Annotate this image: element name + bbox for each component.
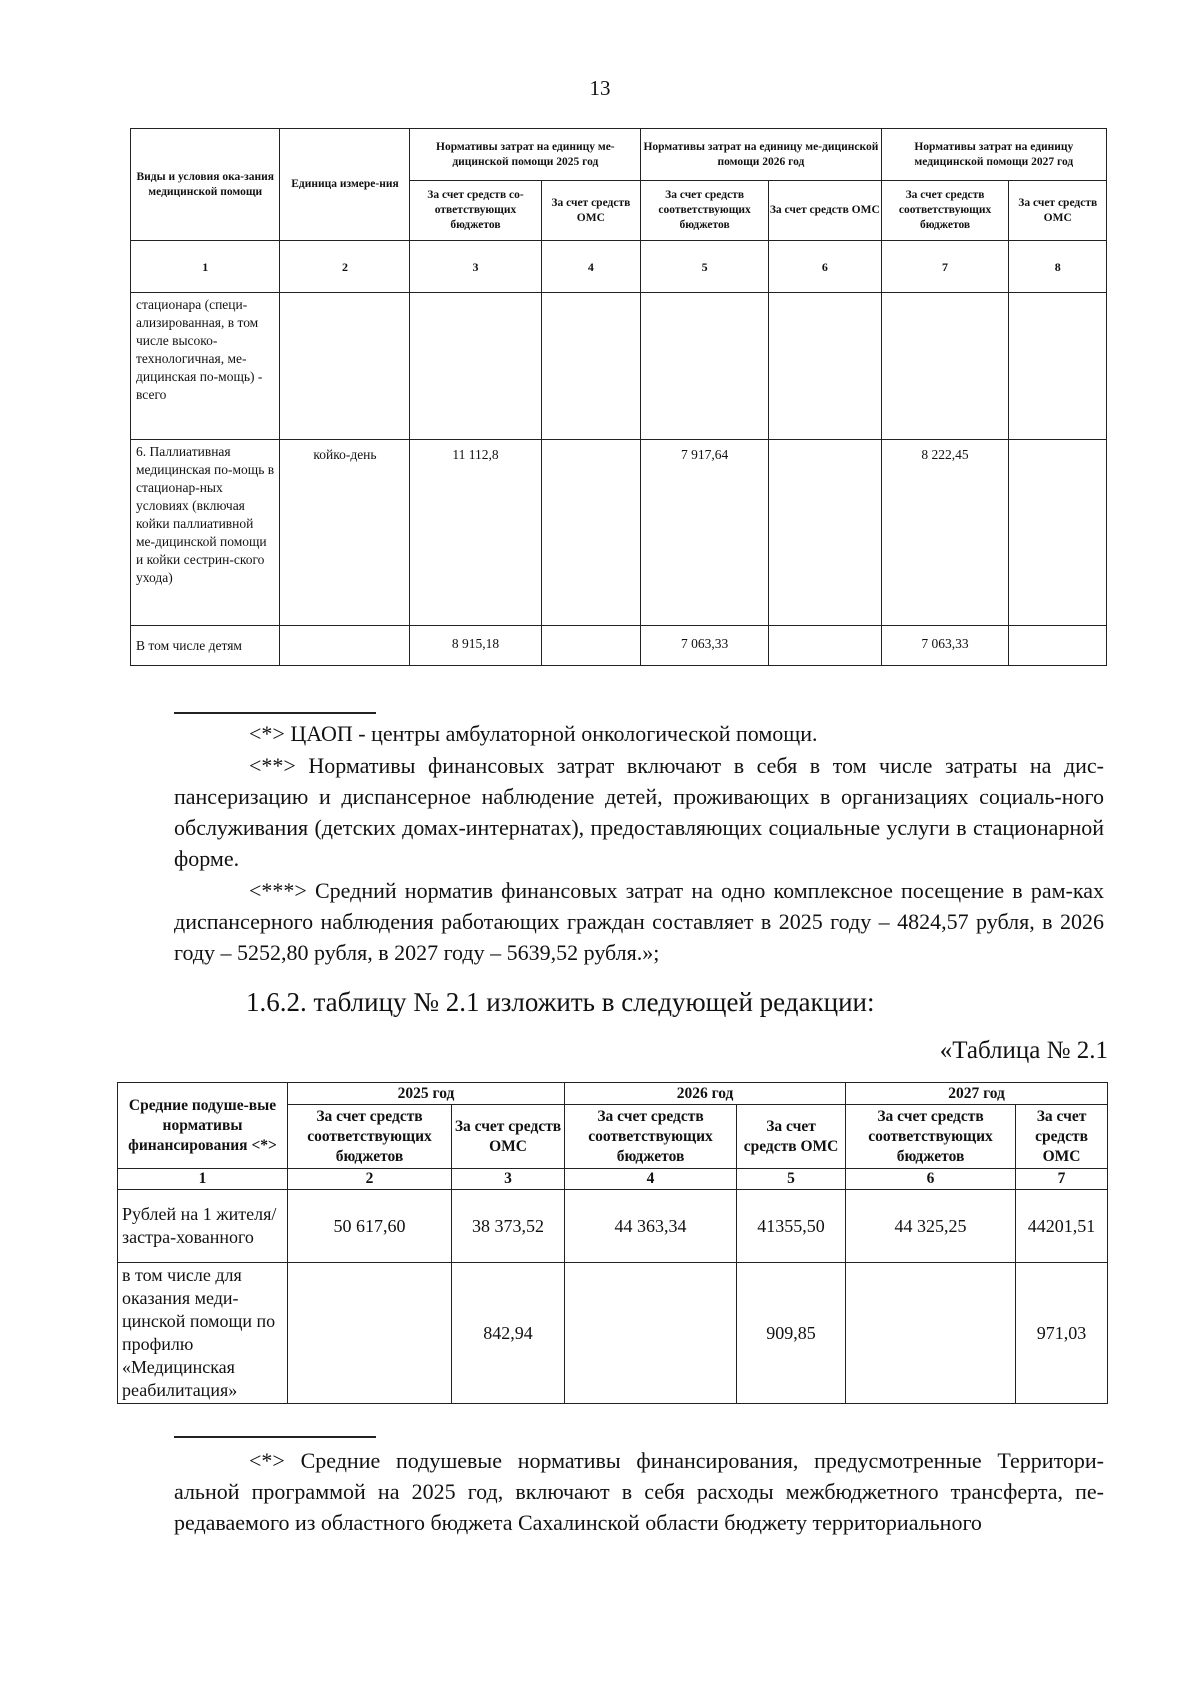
- cell-value: [1009, 293, 1107, 440]
- header-budget-2027: За счет средств соответствующих бюджетов: [881, 181, 1009, 241]
- col-number: 6: [846, 1169, 1016, 1190]
- header-oms-2026: За счет средств ОМС: [769, 181, 882, 241]
- header-group-2026: Нормативы затрат на единицу ме-дицинской помощи 2026 год: [641, 129, 881, 181]
- col-number: 4: [541, 241, 641, 293]
- header-year-2026: 2026 год: [565, 1083, 846, 1105]
- cell-value: [541, 293, 641, 440]
- col-number: 1: [131, 241, 280, 293]
- header-unit: Единица измере-ния: [280, 129, 410, 241]
- table-row: [131, 440, 1107, 626]
- cell-value: [541, 626, 641, 666]
- cell-value: [769, 626, 882, 666]
- cell-value: [1009, 626, 1107, 666]
- header-budget-2026: За счет средств соответствующих бюджетов: [641, 181, 769, 241]
- header-budget: За счет средств соответствующих бюджетов: [846, 1105, 1016, 1169]
- col-number: 7: [1016, 1169, 1108, 1190]
- cell-value: [641, 293, 769, 440]
- header-oms-2025: За счет средств ОМС: [541, 181, 641, 241]
- header-budget: За счет средств соответствующих бюджетов: [565, 1105, 737, 1169]
- footnote-complex-visit: [174, 875, 1104, 968]
- col-number: 2: [288, 1169, 452, 1190]
- cell-value: 909,85: [737, 1263, 846, 1404]
- cell-value: 971,03: [1016, 1263, 1108, 1404]
- table-caption: «Таблица № 2.1: [939, 1037, 1108, 1064]
- cell-value: [769, 440, 882, 626]
- standards-cost-table: [130, 128, 1107, 666]
- col-number: 5: [737, 1169, 846, 1190]
- cell-value: [288, 1263, 452, 1404]
- cell-value: 44201,51: [1016, 1190, 1108, 1263]
- cell-value: [881, 293, 1009, 440]
- cell-value: 44 363,34: [565, 1190, 737, 1263]
- footnote-text: <*> Средние подушевые нормативы финансирования, предусмотренные Территори-альной программой на 2025 год, включают в себя расходы межбюджетного трансферта, пе-редаваемого из областного бюджета Сахалинской области бюджету территориального: [174, 1448, 1104, 1535]
- header-group-2027: Нормативы затрат на единицу медицинской помощи 2027 год: [881, 129, 1106, 181]
- row-label: 6. Паллиативная медицинская по-мощь в стационар-ных условиях (включая койки паллиативной ме-дицинской помощи и койки сестрин-ского ухода): [131, 440, 280, 626]
- header-year-2027: 2027 год: [846, 1083, 1108, 1105]
- row-unit: койко-день: [280, 440, 410, 626]
- footnote-separator: [174, 712, 376, 714]
- col-number: 2: [280, 241, 410, 293]
- header-budget: За счет средств соответствующих бюджетов: [288, 1105, 452, 1169]
- col-number: 7: [881, 241, 1009, 293]
- col-number: 5: [641, 241, 769, 293]
- header-kind-of-care: Виды и условия ока-зания медицинской помощи: [131, 129, 280, 241]
- row-label: В том числе детям: [131, 626, 280, 666]
- cell-value: 7 063,33: [641, 626, 769, 666]
- footnote-caop: [174, 718, 1104, 749]
- cell-value: 7 063,33: [881, 626, 1009, 666]
- col-number: 4: [565, 1169, 737, 1190]
- cell-value: 44 325,25: [846, 1190, 1016, 1263]
- cell-value: [541, 440, 641, 626]
- cell-value: [769, 293, 882, 440]
- footnote-text: <*> ЦАОП - центры амбулаторной онкологической помощи.: [249, 721, 818, 746]
- footnote-per-capita: [174, 1445, 1104, 1538]
- table-row: [131, 293, 1107, 440]
- cell-value: 11 112,8: [410, 440, 541, 626]
- cell-value: 8 915,18: [410, 626, 541, 666]
- col-number: 1: [118, 1169, 288, 1190]
- footnote-text: <**> Нормативы финансовых затрат включают в себя в том числе затраты на дис-пансеризацию и диспансерное наблюдение детей, проживающих в организациях социаль-ного обслуживания (детских домах-интернатах), предоставляющих социальные услуги в стационарной форме.: [174, 753, 1104, 871]
- table-row: [118, 1190, 1108, 1263]
- header-budget-2025: За счет средств со-ответствующих бюджетов: [410, 181, 541, 241]
- row-label: Рублей на 1 жителя/ застра-хованного: [118, 1190, 288, 1263]
- header-oms: За счет средств ОМС: [452, 1105, 565, 1169]
- table-row: [118, 1263, 1108, 1404]
- footnote-separator: [174, 1436, 376, 1438]
- cell-value: 41355,50: [737, 1190, 846, 1263]
- cell-value: 8 222,45: [881, 440, 1009, 626]
- header-group-2025: Нормативы затрат на единицу ме-дицинской помощи 2025 год: [410, 129, 641, 181]
- row-unit: [280, 626, 410, 666]
- cell-value: 38 373,52: [452, 1190, 565, 1263]
- footnote-dispanserization: [174, 750, 1104, 874]
- header-per-capita-norms: Средние подуше-вые нормативы финансирования <*>: [118, 1083, 288, 1169]
- cell-value: [846, 1263, 1016, 1404]
- row-label: стационара (специ-ализированная, в том числе высоко-технологичная, ме-дицинская по-мощь) - всего: [131, 293, 280, 440]
- cell-value: [1009, 440, 1107, 626]
- col-number: 6: [769, 241, 882, 293]
- col-number: 8: [1009, 241, 1107, 293]
- cell-value: 7 917,64: [641, 440, 769, 626]
- cell-value: 50 617,60: [288, 1190, 452, 1263]
- cell-value: [410, 293, 541, 440]
- row-unit: [280, 293, 410, 440]
- footnote-text: <***> Средний норматив финансовых затрат на одно комплексное посещение в рам-ках диспансерного наблюдения работающих граждан составляет в 2025 году – 4824,57 рубля, в 2026 году – 5252,80 рубля, в 2027 году – 5639,52 рубля.»;: [174, 878, 1104, 965]
- row-label: в том числе для оказания меди-цинской помощи по профилю «Медицинская реабилитация»: [118, 1263, 288, 1404]
- col-number: 3: [410, 241, 541, 293]
- header-oms: За счет средств ОМС: [737, 1105, 846, 1169]
- col-number: 3: [452, 1169, 565, 1190]
- cell-value: [565, 1263, 737, 1404]
- per-capita-financing-table: [117, 1082, 1108, 1404]
- header-oms-2027: За счет средств ОМС: [1009, 181, 1107, 241]
- section-heading: 1.6.2. таблицу № 2.1 изложить в следующей редакции:: [246, 987, 875, 1017]
- page-number: 13: [589, 76, 611, 100]
- table-row: [131, 626, 1107, 666]
- header-oms: За счет средств ОМС: [1016, 1105, 1108, 1169]
- cell-value: 842,94: [452, 1263, 565, 1404]
- header-year-2025: 2025 год: [288, 1083, 565, 1105]
